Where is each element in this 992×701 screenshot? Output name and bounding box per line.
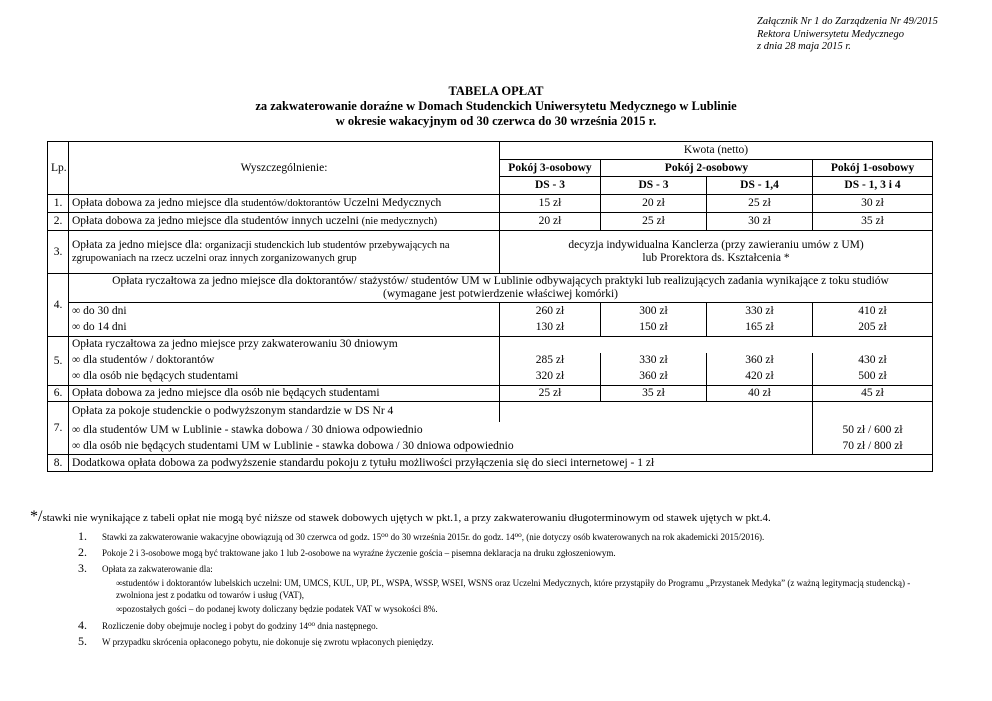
title-line-2: za zakwaterowanie doraźne w Domach Studenckich Uniwersytetu Medycznego w Lublinie <box>255 99 737 113</box>
sub-item: ∞ dla osób nie będących studentami UM w Lublinie - stawka dobowa / 30 dniowa odpowiednio <box>69 439 813 455</box>
price-cell: 130 zł <box>500 320 601 337</box>
attachment-line-3: z dnia 28 maja 2015 r. <box>757 41 851 52</box>
price-cell: 40 zł <box>707 386 813 402</box>
desc-text: Opłata dobowa za jedno miejsce dla studentów innych uczelni <box>72 215 359 227</box>
price-cell: 285 zł <box>500 353 601 369</box>
price-cell: 25 zł <box>707 195 813 213</box>
header-room-3: Pokój 3-osobowy <box>500 160 601 177</box>
price-cell: 20 zł <box>500 213 601 231</box>
row-description: Opłata za pokoje studenckie o podwyższonym standardzie w DS Nr 4 <box>69 402 500 422</box>
row-description <box>69 195 500 213</box>
note-text: W przypadku skrócenia opłaconego pobytu, nie dokonuje się zwrotu wpłaconych pieniędzy. <box>102 636 434 647</box>
note-number: 1. <box>78 529 87 543</box>
price-cell: 410 zł <box>813 303 933 320</box>
row-number: 2. <box>48 213 69 231</box>
note-number: 5. <box>78 633 87 648</box>
price-cell: 360 zł <box>601 369 707 386</box>
header-row-1 <box>48 142 933 160</box>
table-row <box>48 274 933 303</box>
price-cell: 150 zł <box>601 320 707 337</box>
price-cell: 20 zł <box>601 195 707 213</box>
footnote-text: stawki nie wynikające z tabeli opłat nie mogą być niższe od stawek dobowych ujętych w pkt.1, a przy zakwaterowaniu długoterminowym od stawek ujętych w pkt.4. <box>42 512 771 524</box>
footnote-mark: */ <box>30 508 43 525</box>
note-number: 4. <box>78 617 87 632</box>
note-item <box>78 563 938 616</box>
header-ds3-room3: DS - 3 <box>500 177 601 195</box>
table-row <box>48 337 933 353</box>
price-cell: 35 zł <box>601 386 707 402</box>
row-number: 8. <box>48 455 69 472</box>
note-text: Pokoje 2 i 3-osobowe mogą być traktowane jako 1 lub 2-osobowe na wyraźne życzenie gościa – pisemna deklaracja na druku zgłoszeniowym. <box>102 548 616 558</box>
row-number: 6. <box>48 386 69 402</box>
price-cell: 260 zł <box>500 303 601 320</box>
price-cell: 50 zł / 600 zł <box>813 422 933 439</box>
row-number: 7. <box>48 402 69 455</box>
note-number: 2. <box>78 545 87 559</box>
row-description: Dodatkowa opłata dobowa za podwyższenie standardu pokoju z tytułu możliwości przyłączenia się do sieci internetowej - 1 zł <box>69 455 933 472</box>
desc-text: Opłata dobowa za jedno miejsce dla <box>72 197 239 209</box>
note-text: Rozliczenie doby obejmuje nocleg i pobyt do godziny 14⁰⁰ dnia następnego. <box>102 620 378 631</box>
table-subrow <box>48 353 933 369</box>
row-number: 1. <box>48 195 69 213</box>
price-cell: 25 zł <box>500 386 601 402</box>
table-row <box>48 195 933 213</box>
row-description: Opłata dobowa za jedno miejsce dla osób nie będących studentami <box>69 386 500 402</box>
desc-end: Uczelni Medycznych <box>343 197 442 209</box>
price-cell: 70 zł / 800 zł <box>813 439 933 455</box>
row-number: 3. <box>48 231 69 274</box>
sub-item: ∞ do 30 dni <box>69 303 500 320</box>
note-number: 3. <box>78 561 87 575</box>
price-cell: 205 zł <box>813 320 933 337</box>
note-item <box>78 617 938 632</box>
table-row <box>48 231 933 274</box>
title-line-1: TABELA OPŁAT <box>448 84 544 98</box>
sub-item: ∞ dla studentów UM w Lublinie - stawka dobowa / 30 dniowa odpowiednio <box>69 422 813 439</box>
row-description <box>69 213 500 231</box>
header-room-2: Pokój 2-osobowy <box>601 160 813 177</box>
row-description: Opłata ryczałtowa za jedno miejsce przy zakwaterowaniu 30 dniowym <box>69 337 500 353</box>
table-subrow <box>48 422 933 439</box>
header-ds14-room2: DS - 1,4 <box>707 177 813 195</box>
table-subrow <box>48 439 933 455</box>
desc-small: (nie medycznych) <box>361 216 438 227</box>
title-line-3: w okresie wakacyjnym od 30 czerwca do 30 września 2015 r. <box>335 114 657 128</box>
table-row <box>48 455 933 472</box>
note-text: Stawki za zakwaterowanie wakacyjne obowiązują od 30 czerwca od godz. 15⁰⁰ do 30 września 2015r. do godz. 14⁰⁰, (nie dotyczy osób kwaterowanych na rok akademicki 2015/2016). <box>102 532 765 542</box>
row-number: 5. <box>48 337 69 386</box>
header-room-1: Pokój 1-osobowy <box>813 160 933 177</box>
attachment-line-1: Załącznik Nr 1 do Zarządzenia Nr 49/2015 <box>757 16 938 27</box>
price-cell: 330 zł <box>707 303 813 320</box>
table-subrow <box>48 369 933 386</box>
sub-item: ∞ do 14 dni <box>69 320 500 337</box>
note-subitem: ∞pozostałych gości – do podanej kwoty doliczany będzie podatek VAT w wysokości 8%. <box>116 604 438 614</box>
decision-line-1: decyzja indywidualna Kanclerza (przy zawieraniu umów z UM) <box>568 239 864 251</box>
price-cell: 165 zł <box>707 320 813 337</box>
price-cell: 45 zł <box>813 386 933 402</box>
table-row <box>48 386 933 402</box>
header-description: Wyszczególnienie: <box>69 142 500 195</box>
price-cell: 30 zł <box>813 195 933 213</box>
table-row <box>48 402 933 422</box>
row-number: 4. <box>48 274 69 337</box>
row-description <box>69 231 500 274</box>
price-cell: 15 zł <box>500 195 601 213</box>
desc-text: Opłata za jedno miejsce dla: <box>72 239 203 251</box>
desc-small: studentów/doktorantów <box>241 198 341 209</box>
fee-table <box>47 141 933 472</box>
desc-small: organizacji studenckich lub studentów przebywających na zgrupowaniach na rzecz uczelni oraz innych zorganizowanych grup <box>72 240 450 264</box>
attachment-header <box>757 16 938 54</box>
price-cell: 320 zł <box>500 369 601 386</box>
header-ds3-room2: DS - 3 <box>601 177 707 195</box>
header-amount: Kwota (netto) <box>500 142 933 160</box>
table-subrow <box>48 303 933 320</box>
note-subitem: ∞studentów i doktorantów lubelskich uczelni: UM, UMCS, KUL, UP, PL, WSPA, WSSP, WSEI, WSNS oraz Uczelni Medycznych, które przystąpiły do Programu „Przystanek Medyka” (z ważną legitymacją studencką) - zwolniona jest z podatku od towarów i usług (VAT), <box>116 578 911 600</box>
attachment-line-2: Rektora Uniwersytetu Medycznego <box>757 28 904 40</box>
price-cell: 30 zł <box>707 213 813 231</box>
decision-cell <box>500 231 933 274</box>
footnote <box>30 508 771 526</box>
price-cell: 430 zł <box>813 353 933 369</box>
header-ds134-room1: DS - 1, 3 i 4 <box>813 177 933 195</box>
note-text: Opłata za zakwaterowanie dla: <box>102 564 213 574</box>
table-row <box>48 213 933 231</box>
price-cell: 300 zł <box>601 303 707 320</box>
document-title <box>0 84 992 129</box>
price-cell: 330 zł <box>601 353 707 369</box>
price-cell: 420 zł <box>707 369 813 386</box>
header-lp: Lp. <box>48 142 69 195</box>
note-item <box>78 547 938 559</box>
decision-line-2: lub Prorektora ds. Kształcenia * <box>642 252 790 264</box>
note-item <box>78 633 938 648</box>
sub-item: ∞ dla osób nie będących studentami <box>69 369 500 386</box>
sub-item: ∞ dla studentów / doktorantów <box>69 353 500 369</box>
price-cell: 500 zł <box>813 369 933 386</box>
notes-list <box>78 531 938 652</box>
note-item <box>78 531 938 543</box>
price-cell: 25 zł <box>601 213 707 231</box>
price-cell: 35 zł <box>813 213 933 231</box>
price-cell: 360 zł <box>707 353 813 369</box>
table-subrow <box>48 320 933 337</box>
row-description: Opłata ryczałtowa za jedno miejsce dla doktorantów/ stażystów/ studentów UM w Lublinie odbywających praktyki lub realizujących zadania wynikające z toku studiów (wymagane jest potwierdzenie właściwej komórki) <box>69 274 933 303</box>
